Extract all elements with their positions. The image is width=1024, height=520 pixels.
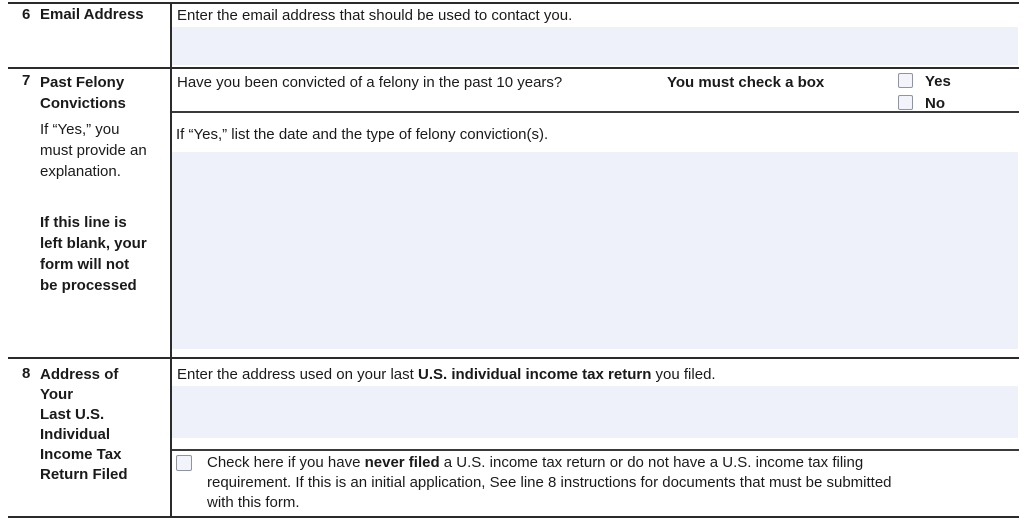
note-blank-line1: If this line is <box>40 214 127 231</box>
never-filed-checkbox[interactable] <box>176 455 192 471</box>
never-filed-text <box>207 453 892 513</box>
never-filed-line1 <box>207 453 892 473</box>
note-explanation-line1: If “Yes,” you <box>40 121 120 138</box>
line8-instruction-prefix: Enter the address used on your last <box>177 366 418 383</box>
line6-instruction: Enter the email address that should be used to contact you. <box>177 7 573 24</box>
line8-label-line1: Address of <box>40 366 119 383</box>
line7-check-instruction: You must check a box <box>667 74 825 91</box>
line7-number: 7 <box>22 72 31 89</box>
line6-label: Email Address <box>40 6 144 23</box>
line7-label <box>40 72 126 114</box>
note-blank-line4: be processed <box>40 277 137 294</box>
felony-yes-checkbox[interactable] <box>898 73 913 88</box>
divider-row7-row8 <box>8 357 1019 359</box>
line7-note-blank-warning <box>40 212 147 296</box>
line7-note-explanation <box>40 119 147 182</box>
note-explanation-line2: must provide an <box>40 142 147 159</box>
divider-question-explanation <box>170 111 1019 113</box>
line8-label-line6: Return Filed <box>40 466 128 483</box>
line8-instruction-bold: U.S. individual income tax return <box>417 366 652 383</box>
note-explanation-line3: explanation. <box>40 163 121 180</box>
line8-label <box>40 365 128 485</box>
line6-number: 6 <box>22 6 31 23</box>
divider-address-checkbox <box>170 449 1019 451</box>
line8-label-line5: Income Tax <box>40 446 122 463</box>
never-filed-line1-suffix: a U.S. income tax return or do not have a U.S. income tax filing <box>439 454 864 471</box>
felony-yes-label: Yes <box>925 73 951 90</box>
line7-explain-instruction: If “Yes,” list the date and the type of felony conviction(s). <box>176 126 549 143</box>
line8-instruction-suffix: you filed. <box>651 366 716 383</box>
never-filed-line3: with this form. <box>207 494 300 511</box>
note-blank-line3: form will not <box>40 256 130 273</box>
address-input-area[interactable] <box>172 386 1018 438</box>
note-blank-line2: left blank, your <box>40 235 147 252</box>
divider-top <box>8 2 1019 4</box>
divider-bottom <box>8 516 1019 518</box>
line8-label-line2: Your <box>40 386 74 403</box>
line8-label-line3: Last U.S. <box>40 406 105 423</box>
line7-label-line1: Past Felony <box>40 74 125 91</box>
line8-number: 8 <box>22 365 31 382</box>
never-filed-line1-bold: never filed <box>364 454 440 471</box>
divider-row6-row7 <box>8 67 1019 69</box>
line8-instruction <box>177 366 716 383</box>
line7-question: Have you been convicted of a felony in the past 10 years? <box>177 74 563 91</box>
felony-no-checkbox[interactable] <box>898 95 913 110</box>
felony-no-label: No <box>925 95 945 112</box>
never-filed-line2: requirement. If this is an initial application, See line 8 instructions for documents that must be submitted <box>207 474 892 491</box>
line8-label-line4: Individual <box>40 426 111 443</box>
line7-label-line2: Convictions <box>40 95 126 112</box>
never-filed-line1-prefix: Check here if you have <box>207 454 365 471</box>
email-input-area[interactable] <box>172 27 1018 65</box>
felony-explanation-input-area[interactable] <box>172 152 1018 349</box>
